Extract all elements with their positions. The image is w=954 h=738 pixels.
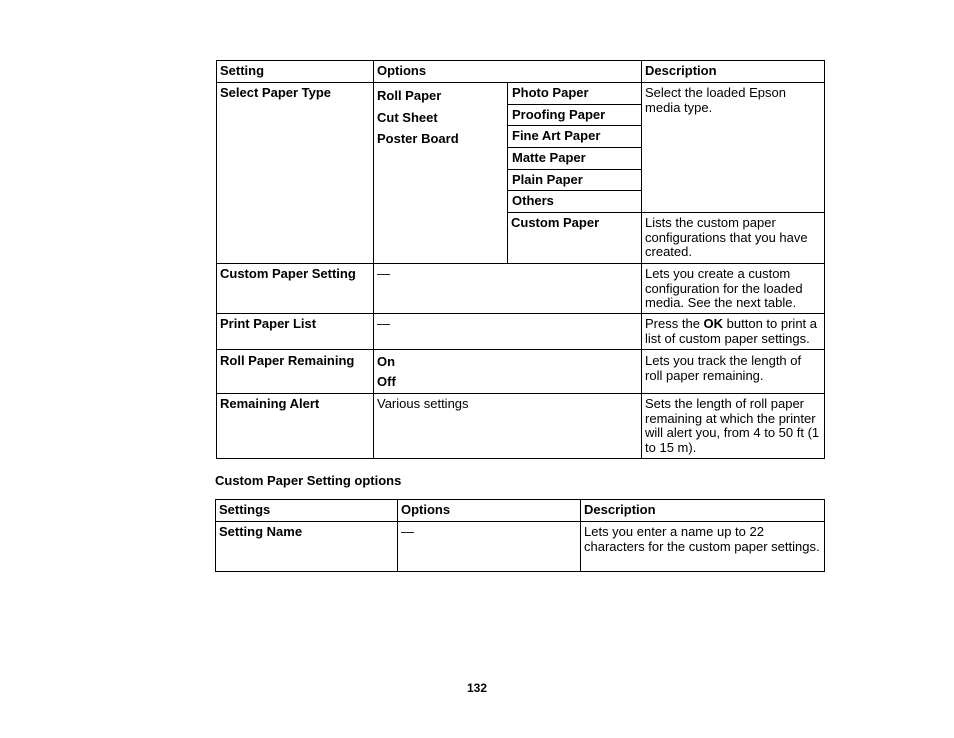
option-print-paper-list: — [374, 314, 642, 350]
option-roll-paper: Roll Paper [377, 88, 442, 103]
description-custom-paper-setting: Lets you create a custom configuration for the loaded media. See the next table. [642, 264, 825, 314]
description-setting-name: Lets you enter a name up to 22 characters for the custom paper settings. [581, 522, 825, 572]
setting-print-paper-list: Print Paper List [217, 314, 374, 350]
description-select-paper-type: Select the loaded Epson media type. [642, 83, 825, 213]
description-custom-paper: Lists the custom paper configurations that you have created. [642, 213, 825, 264]
option-remaining-alert: Various settings [374, 394, 642, 459]
table-row [217, 314, 825, 350]
setting-select-paper-type: Select Paper Type [217, 83, 374, 264]
setting-remaining-alert: Remaining Alert [217, 394, 374, 459]
option-poster-board: Poster Board [377, 131, 459, 147]
description-text: Press the [645, 316, 704, 332]
setting-setting-name: Setting Name [216, 522, 398, 572]
option-setting-name: — [398, 522, 581, 572]
paper-type-proofing: Proofing Paper [508, 105, 641, 127]
table-header-row [216, 500, 825, 522]
table-header-row [217, 61, 825, 83]
table-row [217, 394, 825, 459]
header-description: Description [642, 61, 825, 83]
setting-custom-paper-setting: Custom Paper Setting [217, 264, 374, 314]
section-heading: Custom Paper Setting options [215, 473, 402, 488]
description-roll-paper-remaining: Lets you track the length of roll paper remaining. [642, 350, 825, 394]
header-options: Options [374, 61, 642, 83]
options-roll-paper-remaining [374, 350, 642, 394]
option-cut-sheet: Cut Sheet [377, 109, 438, 125]
header-options: Options [398, 500, 581, 522]
setting-roll-paper-remaining: Roll Paper Remaining [217, 350, 374, 394]
header-setting: Setting [217, 61, 374, 83]
paper-type-list [508, 83, 642, 213]
table-row [217, 83, 825, 213]
paper-type-others: Others [512, 193, 554, 209]
paper-type-plain: Plain Paper [508, 170, 641, 192]
ok-button-label: OK [703, 316, 724, 332]
header-settings: Settings [216, 500, 398, 522]
option-custom-paper: Custom Paper [508, 213, 642, 264]
paper-source-options [374, 83, 508, 264]
option-on: On [377, 354, 396, 370]
paper-type-photo: Photo Paper [508, 83, 641, 105]
table-row [216, 522, 825, 572]
option-custom-paper-setting: — [374, 264, 642, 314]
table-row [217, 264, 825, 314]
option-off: Off [377, 374, 396, 390]
header-description: Description [581, 500, 825, 522]
page-number: 132 [466, 681, 488, 695]
paper-type-matte: Matte Paper [508, 148, 641, 170]
table-row [217, 350, 825, 394]
description-remaining-alert: Sets the length of roll paper remaining at which the printer will alert you, from 4 to 50 ft (1 to 15 m). [642, 394, 825, 459]
paper-type-fine-art: Fine Art Paper [508, 126, 641, 148]
custom-paper-settings-table [215, 499, 825, 572]
description-text: button to print a list of custom paper settings. [645, 316, 817, 346]
paper-settings-table [216, 60, 825, 459]
description-print-paper-list [642, 314, 825, 350]
